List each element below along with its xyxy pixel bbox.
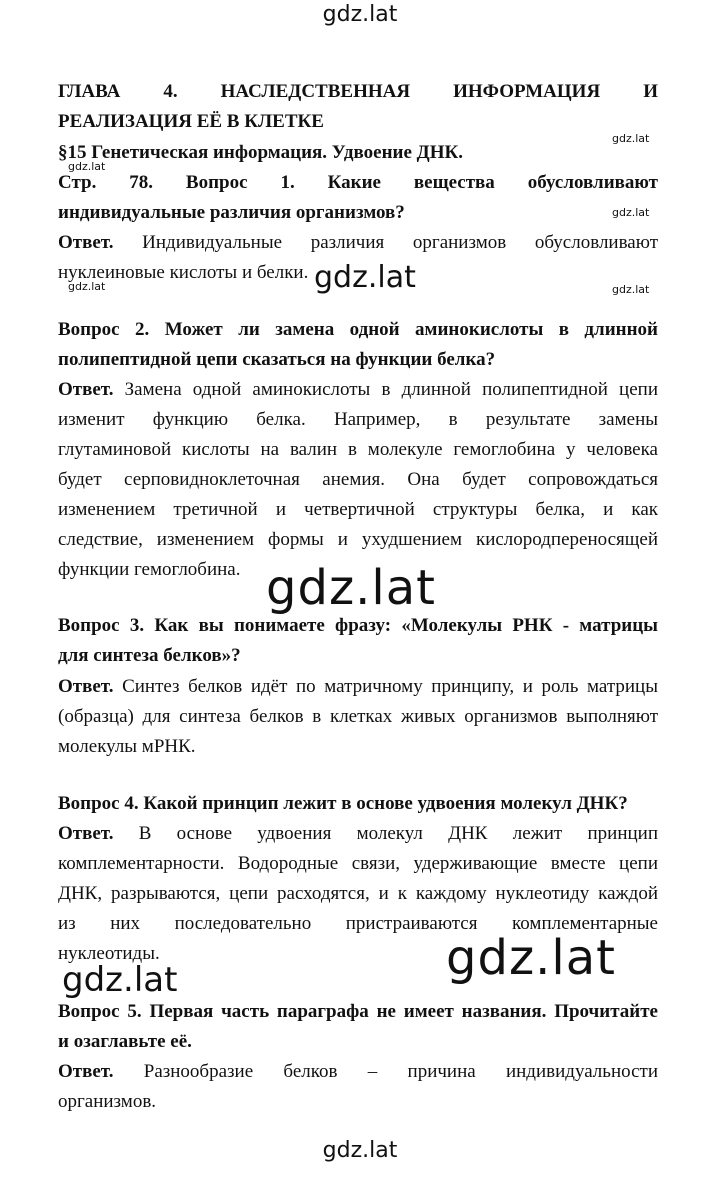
answer-1-line2: нуклеиновые кислоты и белки. <box>58 262 309 283</box>
answer-4-text: В основе удвоения молекул ДНК лежит принцип <box>113 823 658 844</box>
answer-4-line5: нуклеотиды. <box>58 943 160 964</box>
answer-label: Ответ. <box>58 1061 114 1082</box>
answer-label: Ответ. <box>58 676 114 697</box>
answer-1-text: Индивидуальные различия организмов обусловливают <box>113 232 658 253</box>
watermark-small: gdz.lat <box>68 160 106 173</box>
question-3-line1: Вопрос 3. Как вы понимаете фразу: «Молекулы РНК - матрицы <box>58 615 658 636</box>
watermark-medium: gdz.lat <box>62 960 178 1000</box>
chapter-title-line1: ГЛАВА 4. НАСЛЕДСТВЕННАЯ ИНФОРМАЦИЯ И <box>58 81 658 102</box>
question-5-line1: Вопрос 5. Первая часть параграфа не имеет названия. Прочитайте <box>58 1001 658 1022</box>
answer-3-text: Синтез белков идёт по матричному принципу, и роль матрицы <box>113 676 658 697</box>
question-1-line2: индивидуальные различия организмов? <box>58 202 405 223</box>
question-4-line1: Вопрос 4. Какой принцип лежит в основе удвоения молекул ДНК? <box>58 793 628 814</box>
answer-2-line7: функции гемоглобина. <box>58 559 241 580</box>
answer-5-line1 <box>58 1057 658 1087</box>
question-2-line2: полипептидной цепи сказаться на функции белка? <box>58 349 496 370</box>
question-1-line1: Стр. 78. Вопрос 1. Какие вещества обусловливают <box>58 172 658 193</box>
question-2-line1: Вопрос 2. Может ли замена одной аминокислоты в длинной <box>58 319 658 340</box>
answer-3-line2: (образца) для синтеза белков в клетках живых организмов выполняют <box>58 706 658 727</box>
answer-2-line1 <box>58 375 658 405</box>
answer-4-line1 <box>58 819 658 849</box>
watermark-small: gdz.lat <box>612 206 650 219</box>
answer-3-line3: молекулы мРНК. <box>58 736 196 757</box>
answer-2-line4: будет серповидноклеточная анемия. Она будет сопровождаться <box>58 469 658 490</box>
answer-label: Ответ. <box>58 232 114 253</box>
question-3-line2: для синтеза белков»? <box>58 645 241 666</box>
answer-5-text: Разнообразие белков – причина индивидуальности <box>113 1061 658 1082</box>
answer-2-line2: изменит функцию белка. Например, в результате замены <box>58 409 658 430</box>
watermark-medium: gdz.lat <box>314 260 416 295</box>
question-5-line2: и озаглавьте её. <box>58 1031 192 1052</box>
answer-2-line3: глутаминовой кислоты на валин в молекуле гемоглобина у человека <box>58 439 658 460</box>
section-name: Генетическая информация. Удвоение ДНК. <box>86 142 464 163</box>
chapter-title-line2: РЕАЛИЗАЦИЯ ЕЁ В КЛЕТКЕ <box>58 111 324 132</box>
watermark-small: gdz.lat <box>68 280 106 293</box>
watermark-bottom: gdz.lat <box>322 1138 398 1163</box>
answer-2-line5: изменением третичной и четвертичной структуры белка, и как <box>58 499 658 520</box>
answer-4-line2: комплементарности. Водородные связи, удерживающие вместе цепи <box>58 853 658 874</box>
section-number: §15 <box>58 142 87 163</box>
watermark-small: gdz.lat <box>612 283 650 296</box>
answer-2-text: Замена одной аминокислоты в длинной полипептидной цепи <box>113 379 658 400</box>
section-title <box>58 138 658 168</box>
watermark-large: gdz.lat <box>266 560 436 616</box>
watermark-large: gdz.lat <box>446 930 616 986</box>
answer-label: Ответ. <box>58 823 114 844</box>
answer-1-line1 <box>58 228 658 258</box>
answer-4-line4: из них последовательно пристраиваются комплементарные <box>58 913 658 934</box>
answer-3-line1 <box>58 672 658 702</box>
answer-2-line6: следствие, изменением формы и ухудшением кислородпереносящей <box>58 529 658 550</box>
watermark-top: gdz.lat <box>322 2 398 27</box>
answer-5-line2: организмов. <box>58 1091 157 1112</box>
answer-label: Ответ. <box>58 379 114 400</box>
watermark-small: gdz.lat <box>612 132 650 145</box>
answer-4-line3: ДНК, разрываются, цепи расходятся, и к каждому нуклеотиду каждой <box>58 883 658 904</box>
